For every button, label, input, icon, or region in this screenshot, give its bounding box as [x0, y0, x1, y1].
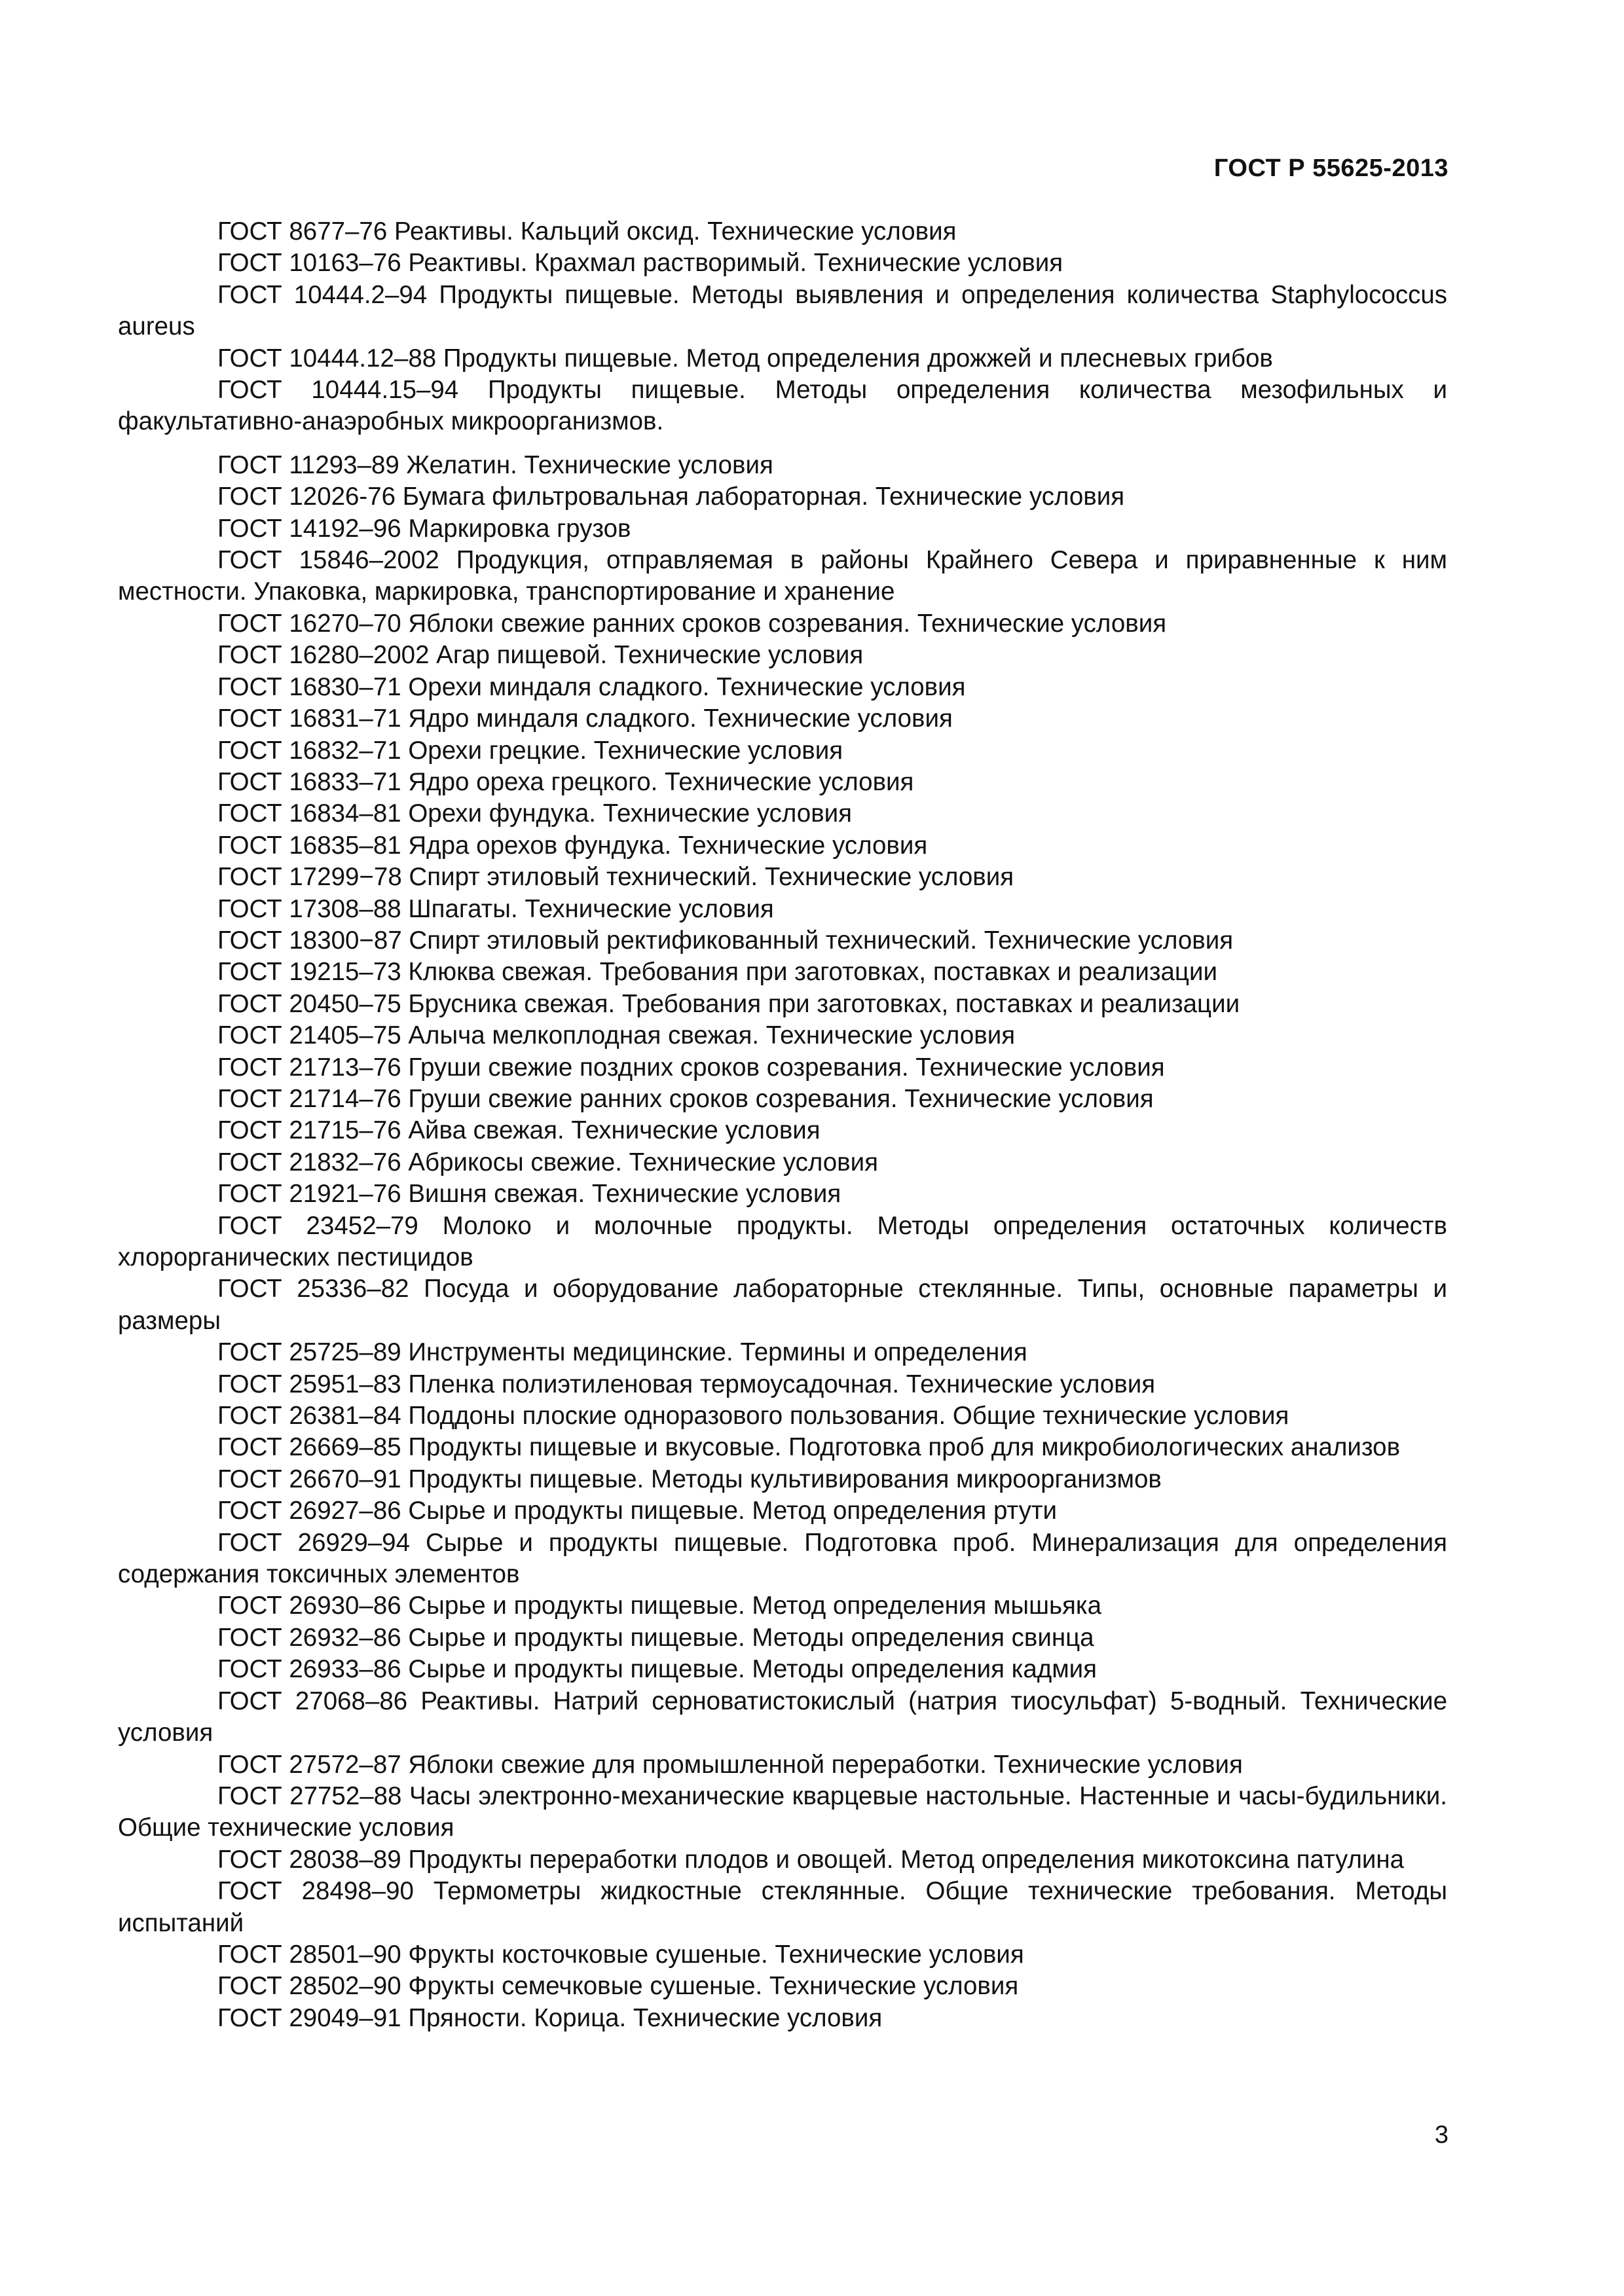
reference-item: ГОСТ 16831–71 Ядро миндаля сладкого. Технические условия — [217, 704, 953, 733]
reference-item: ГОСТ 12026-76 Бумага фильтровальная лабораторная. Технические условия — [217, 483, 1125, 511]
reference-item: ГОСТ 26669–85 Продукты пищевые и вкусовые. Подготовка проб для микробиологических анализов — [217, 1433, 1401, 1462]
reference-item: ГОСТ 25336–82 Посуда и оборудование лабораторные стеклянные. Типы, основные параметры и размеры — [118, 1275, 1447, 1335]
reference-item: ГОСТ 29049–91 Пряности. Корица. Технические условия — [217, 2003, 883, 2032]
reference-item: ГОСТ 21405–75 Алыча мелкоплодная свежая. Технические условия — [217, 1021, 1016, 1050]
reference-item: ГОСТ 19215–73 Клюква свежая. Требования при заготовках, поставках и реализации — [217, 958, 1217, 987]
reference-item: ГОСТ 10444.15–94 Продукты пищевые. Методы определения количества мезофильных и факультативно-анаэробных микроорганизмов. — [118, 376, 1447, 436]
reference-item: ГОСТ 10163–76 Реактивы. Крахмал растворимый. Технические условия — [217, 249, 1063, 278]
reference-item: ГОСТ 28038–89 Продукты переработки плодов и овощей. Метод определения микотоксина патулина — [217, 1845, 1405, 1874]
reference-item: ГОСТ 15846–2002 Продукция, отправляемая в районы Крайнего Севера и приравненные к ним местности. Упаковка, маркировка, транспортирование и хранение — [118, 546, 1447, 606]
reference-item: ГОСТ 25951–83 Пленка полиэтиленовая термоусадочная. Технические условия — [217, 1370, 1156, 1398]
reference-item: ГОСТ 21715–76 Айва свежая. Технические условия — [217, 1116, 821, 1145]
reference-item: ГОСТ 14192–96 Маркировка грузов — [217, 514, 631, 543]
reference-item: ГОСТ 21832–76 Абрикосы свежие. Технические условия — [217, 1148, 878, 1176]
reference-item: ГОСТ 17299−78 Спирт этиловый технический. Технические условия — [217, 863, 1014, 892]
reference-item: ГОСТ 26927–86 Сырье и продукты пищевые. Метод определения ртути — [217, 1497, 1057, 1525]
reference-item: ГОСТ 26381–84 Поддоны плоские одноразового пользования. Общие технические условия — [217, 1402, 1289, 1430]
reference-item: ГОСТ 16833–71 Ядро ореха грецкого. Технические условия — [217, 767, 914, 796]
reference-item: ГОСТ 28501–90 Фрукты косточковые сушеные. Технические условия — [217, 1940, 1024, 1969]
reference-item: ГОСТ 18300−87 Спирт этиловый ректификованный технический. Технические условия — [217, 926, 1234, 955]
reference-item: ГОСТ 25725–89 Инструменты медицинские. Термины и определения — [217, 1338, 1027, 1367]
page-number: 3 — [1434, 2121, 1449, 2149]
reference-item: ГОСТ 21713–76 Груши свежие поздних сроков созревания. Технические условия — [217, 1053, 1165, 1082]
reference-item: ГОСТ 8677–76 Реактивы. Кальций оксид. Технические условия — [217, 217, 957, 246]
reference-item: ГОСТ 10444.2–94 Продукты пищевые. Методы выявления и определения количества Staphylococcus aureus — [118, 280, 1447, 341]
reference-item: ГОСТ 20450–75 Брусника свежая. Требования при заготовках, поставках и реализации — [217, 989, 1240, 1018]
reference-item: ГОСТ 23452–79 Молоко и молочные продукты. Методы определения остаточных количеств хлорорганических пестицидов — [118, 1211, 1447, 1271]
reference-item: ГОСТ 11293–89 Желатин. Технические условия — [217, 450, 773, 479]
reference-item: ГОСТ 26933–86 Сырье и продукты пищевые. Методы определения кадмия — [217, 1655, 1098, 1684]
reference-item: ГОСТ 10444.12–88 Продукты пищевые. Метод определения дрожжей и плесневых грибов — [217, 344, 1273, 373]
reference-item: ГОСТ 16830–71 Орехи миндаля сладкого. Технические условия — [217, 672, 966, 701]
reference-item: ГОСТ 16834–81 Орехи фундука. Технические условия — [217, 799, 853, 828]
reference-item: ГОСТ 21921–76 Вишня свежая. Технические условия — [217, 1180, 841, 1209]
reference-item: ГОСТ 16832–71 Орехи грецкие. Технические условия — [217, 736, 843, 765]
reference-item: ГОСТ 26929–94 Сырье и продукты пищевые. Подготовка проб. Минерализация для определения содержания токсичных элементов — [118, 1528, 1447, 1589]
reference-item: ГОСТ 28498–90 Термометры жидкостные стеклянные. Общие технические требования. Методы испытаний — [118, 1877, 1447, 1937]
reference-item: ГОСТ 16280–2002 Агар пищевой. Технические условия — [217, 641, 864, 670]
reference-item: ГОСТ 16835–81 Ядра орехов фундука. Технические условия — [217, 831, 928, 860]
reference-item: ГОСТ 16270–70 Яблоки свежие ранних сроков созревания. Технические условия — [217, 609, 1167, 638]
reference-item: ГОСТ 28502–90 Фрукты семечковые сушеные. Технические условия — [217, 1972, 1019, 2001]
document-header: ГОСТ Р 55625-2013 — [1213, 155, 1449, 182]
reference-list — [118, 216, 1447, 2034]
reference-item: ГОСТ 27752–88 Часы электронно-механические кварцевые настольные. Настенные и часы-будильники. Общие технические условия — [118, 1781, 1447, 1842]
reference-item: ГОСТ 27572–87 Яблоки свежие для промышленной переработки. Технические условия — [217, 1750, 1243, 1779]
reference-item: ГОСТ 26930–86 Сырье и продукты пищевые. Метод определения мышьяка — [217, 1592, 1102, 1620]
reference-item: ГОСТ 26932–86 Сырье и продукты пищевые. Методы определения свинца — [217, 1623, 1094, 1652]
reference-item: ГОСТ 26670–91 Продукты пищевые. Методы культивирования микроорганизмов — [217, 1465, 1162, 1493]
reference-item: ГОСТ 27068–86 Реактивы. Натрий серноватистокислый (натрия тиосульфат) 5-водный. Технические условия — [118, 1686, 1447, 1747]
reference-item: ГОСТ 17308–88 Шпагаты. Технические условия — [217, 894, 774, 923]
reference-item: ГОСТ 21714–76 Груши свежие ранних сроков созревания. Технические условия — [217, 1084, 1154, 1113]
